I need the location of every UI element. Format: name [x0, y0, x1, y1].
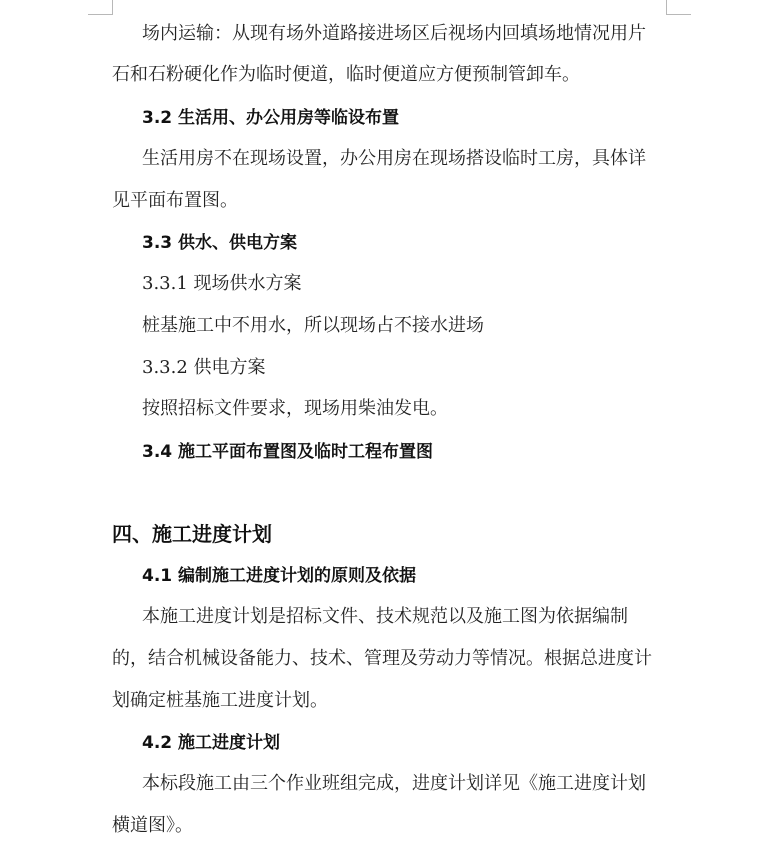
para-housing-line1: 生活用房不在现场设置，办公用房在现场搭设临时工房，具体详: [142, 148, 646, 169]
heading-4-1: 4.1 编制施工进度计划的原则及依据: [142, 566, 417, 586]
heading-3-3-1: 3.3.1 现场供水方案: [142, 273, 302, 294]
page-corner-mark-right: [666, 0, 691, 15]
para-transport-line2: 石和石粉硬化作为临时便道，临时便道应方便预制管卸车。: [112, 64, 580, 85]
heading-4-2: 4.2 施工进度计划: [142, 733, 281, 753]
heading-3-2: 3.2 生活用、办公用房等临设布置: [142, 108, 400, 128]
para-principle-line3: 划确定桩基施工进度计划。: [112, 690, 328, 711]
heading-4: 四、施工进度计划: [112, 522, 272, 546]
para-water: 桩基施工中不用水，所以现场占不接水进场: [142, 315, 484, 336]
para-schedule-line2: 横道图》。: [112, 815, 193, 836]
para-principle-line2: 的，结合机械设备能力、技术、管理及劳动力等情况。根据总进度计: [112, 648, 652, 669]
page-corner-mark-left: [88, 0, 113, 15]
heading-3-3-2: 3.3.2 供电方案: [142, 357, 266, 378]
para-principle-line1: 本施工进度计划是招标文件、技术规范以及施工图为依据编制: [142, 606, 628, 627]
heading-3-3: 3.3 供水、供电方案: [142, 233, 298, 253]
para-housing-line2: 见平面布置图。: [112, 190, 238, 211]
para-schedule-line1: 本标段施工由三个作业班组完成，进度计划详见《施工进度计划: [142, 773, 646, 794]
para-power: 按照招标文件要求，现场用柴油发电。: [142, 398, 448, 419]
heading-3-4: 3.4 施工平面布置图及临时工程布置图: [142, 442, 434, 462]
para-transport-line1: 场内运输：从现有场外道路接进场区后视场内回填场地情况用片: [142, 23, 646, 44]
